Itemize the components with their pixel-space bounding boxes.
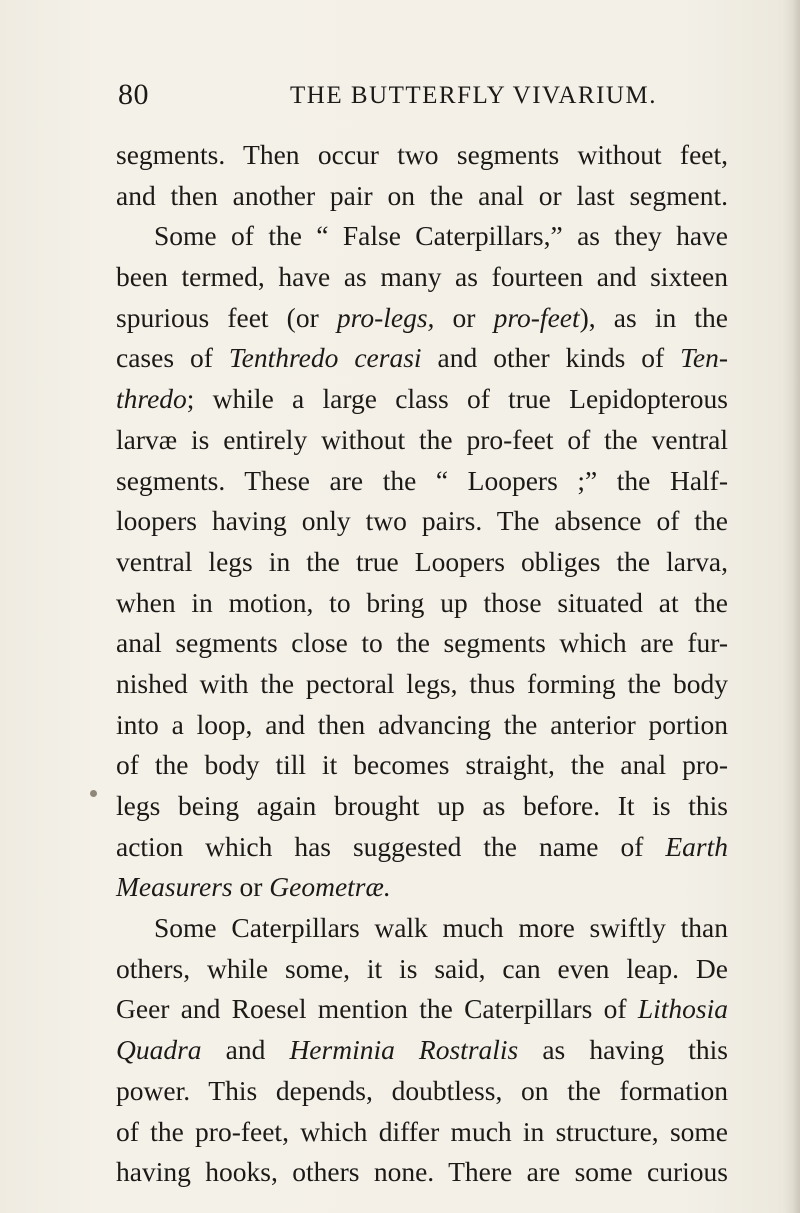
text-run: others, while some, it is said, can even leap. De bbox=[116, 952, 728, 984]
italic-text: Lithosia bbox=[637, 993, 728, 1025]
text-run: anal segments close to the segments which are fur- bbox=[116, 627, 728, 659]
text-run: spurious feet (or bbox=[116, 301, 337, 333]
text-run: or bbox=[232, 871, 270, 903]
italic-text: Tenthredo cerasi bbox=[228, 342, 422, 374]
italic-text: thredo bbox=[116, 383, 187, 415]
text-line bbox=[116, 786, 728, 827]
text-run: and then another pair on the anal or last segment. bbox=[116, 179, 728, 211]
text-run: power. This depends, doubtless, on the formation bbox=[116, 1074, 728, 1106]
text-line bbox=[116, 1112, 728, 1153]
text-run: ; while a large class of true Lepidopterous bbox=[186, 383, 728, 415]
text-line bbox=[116, 542, 728, 583]
text-run: into a loop, and then advancing the anterior portion bbox=[116, 708, 728, 740]
text-line bbox=[116, 745, 728, 786]
text-run: segments. These are the “ Loopers ;” the Half- bbox=[116, 464, 728, 496]
text-line bbox=[116, 338, 728, 379]
text-line bbox=[116, 379, 728, 420]
text-line bbox=[116, 420, 728, 461]
italic-text: Earth bbox=[665, 830, 728, 862]
text-run: cases of bbox=[116, 342, 229, 374]
text-line bbox=[116, 867, 728, 908]
body-text bbox=[116, 135, 728, 1193]
text-line bbox=[116, 705, 728, 746]
text-run: of the body till it becomes straight, the anal pro- bbox=[116, 749, 728, 781]
italic-text: pro-feet bbox=[493, 301, 580, 333]
text-run: Some of the “ False Caterpillars,” as they have bbox=[154, 220, 728, 252]
text-line bbox=[116, 664, 728, 705]
text-run: been termed, have as many as fourteen and sixteen bbox=[116, 261, 728, 293]
text-line bbox=[116, 827, 728, 868]
text-run: Geer and Roesel mention the Caterpillars of bbox=[116, 993, 638, 1025]
text-line bbox=[116, 298, 728, 339]
text-line bbox=[116, 989, 728, 1030]
text-line bbox=[116, 1071, 728, 1112]
italic-text: Geometræ. bbox=[269, 871, 391, 903]
text-line bbox=[116, 135, 728, 176]
text-run: loopers having only two pairs. The absence of the bbox=[116, 505, 728, 537]
italic-text: Measurers bbox=[116, 871, 233, 903]
text-run: and bbox=[201, 1034, 290, 1066]
text-line bbox=[116, 176, 728, 217]
page-number: 80 bbox=[118, 78, 149, 111]
text-run: ), as in the bbox=[579, 301, 728, 333]
italic-text: Herminia Rostralis bbox=[289, 1034, 519, 1066]
italic-text: Ten- bbox=[680, 342, 728, 374]
text-run: action which has suggested the name of bbox=[116, 830, 666, 862]
text-line bbox=[116, 257, 728, 298]
text-line bbox=[116, 501, 728, 542]
text-run: nished with the pectoral legs, thus forming the body bbox=[116, 667, 728, 699]
text-run: and other kinds of bbox=[421, 342, 681, 374]
text-run: legs being again brought up as before. It is this bbox=[116, 790, 728, 821]
ink-spot bbox=[90, 790, 97, 797]
text-line bbox=[116, 1030, 728, 1071]
italic-text: pro-legs, bbox=[336, 301, 435, 333]
text-line bbox=[116, 623, 728, 664]
text-run: ventral legs in the true Loopers obliges the larva, bbox=[116, 545, 728, 577]
text-run: having hooks, others none. There are some curious bbox=[116, 1156, 728, 1188]
text-line bbox=[116, 216, 728, 257]
page-header bbox=[118, 78, 718, 118]
text-run: when in motion, to bring up those situated at the bbox=[116, 586, 728, 618]
text-run: of the pro-feet, which differ much in structure, some bbox=[116, 1115, 728, 1147]
italic-text: Quadra bbox=[116, 1034, 202, 1066]
text-line bbox=[116, 908, 728, 949]
text-run: segments. Then occur two segments without feet, bbox=[116, 139, 728, 170]
text-line bbox=[116, 583, 728, 624]
text-run: larvæ is entirely without the pro-feet of the ventral bbox=[116, 423, 728, 455]
text-line bbox=[116, 1152, 728, 1193]
text-run: as having this bbox=[518, 1034, 728, 1066]
text-line bbox=[116, 949, 728, 990]
page-edge-shadow bbox=[782, 0, 800, 1213]
text-run: or bbox=[434, 301, 494, 333]
running-head: THE BUTTERFLY VIVARIUM. bbox=[290, 82, 657, 109]
text-line bbox=[116, 461, 728, 502]
text-run: Some Caterpillars walk much more swiftly than bbox=[154, 912, 728, 944]
